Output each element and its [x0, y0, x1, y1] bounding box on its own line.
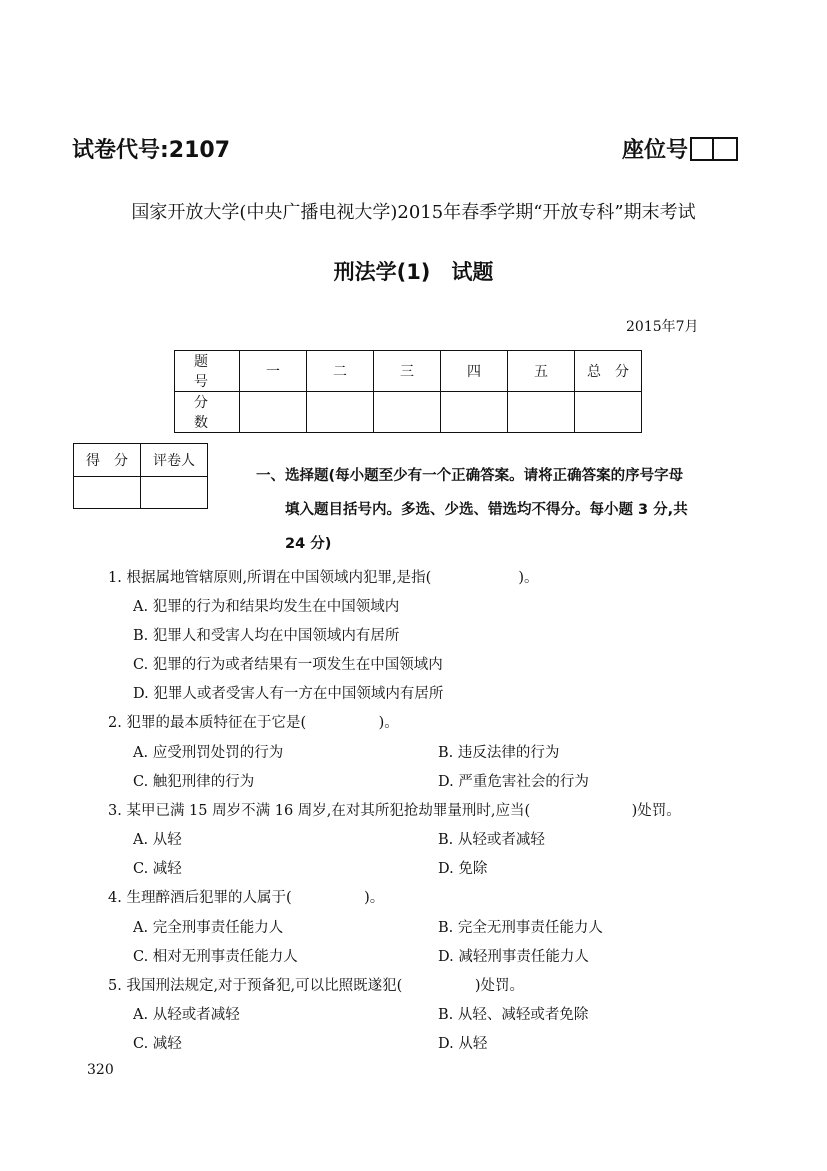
grader-table-cell: 得 分	[74, 444, 141, 477]
question-option: C. 相对无刑事责任能力人	[133, 949, 298, 965]
score-table-cell: 二	[307, 351, 374, 392]
score-table-blank-cell	[374, 392, 441, 433]
score-table-blank-cell	[307, 392, 374, 433]
section-heading-line: 填入题目括号内。多选、少选、错选均不得分。每小题 3 分,共	[285, 502, 688, 518]
exam-date: 2015年7月	[626, 319, 699, 335]
score-table-cell: 总 分	[575, 351, 642, 392]
score-table-score-row	[175, 392, 642, 433]
question-option: C. 减轻	[133, 861, 182, 877]
grader-table-header-row	[74, 444, 208, 477]
score-table-blank-cell	[441, 392, 508, 433]
score-table-blank-cell	[575, 392, 642, 433]
question-option: A. 从轻或者减轻	[133, 1007, 240, 1023]
university-title: 国家开放大学(中央广播电视大学)2015年春季学期“开放专科”期末考试	[131, 202, 696, 223]
seat-label: 座位号	[622, 138, 689, 163]
question-option: B. 违反法律的行为	[438, 745, 560, 761]
question-option: B. 完全无刑事责任能力人	[438, 920, 603, 936]
question-option: C. 犯罪的行为或者结果有一项发生在中国领域内	[133, 657, 443, 673]
seat-number	[622, 133, 738, 164]
section-heading-line: 一、选择题(每小题至少有一个正确答案。请将正确答案的序号字母	[256, 468, 684, 484]
question-option: D. 严重危害社会的行为	[438, 774, 589, 790]
score-table-cell: 四	[441, 351, 508, 392]
question-stem: 3. 某甲已满 15 周岁不满 16 周岁,在对其所犯抢劫罪量刑时,应当( )处罚。	[108, 803, 681, 819]
question-option: A. 从轻	[133, 832, 182, 848]
score-table-cell: 一	[240, 351, 307, 392]
score-table-cell: 五	[508, 351, 575, 392]
question-stem: 2. 犯罪的最本质特征在于它是( )。	[108, 715, 399, 731]
score-table-blank-cell	[508, 392, 575, 433]
exam-title: 刑法学(1) 试题	[333, 260, 494, 284]
grader-table-blank-cell	[74, 477, 141, 509]
question-option: D. 减轻刑事责任能力人	[438, 949, 589, 965]
seat-number-boxes	[690, 137, 738, 161]
question-option: D. 免除	[438, 861, 488, 877]
score-table-cell: 题 号	[175, 351, 240, 392]
question-stem: 1. 根据属地管辖原则,所谓在中国领域内犯罪,是指( )。	[108, 570, 539, 586]
question-option: B. 从轻或者减轻	[438, 832, 545, 848]
grader-table-blank-row	[74, 477, 208, 509]
section-heading-line: 24 分)	[285, 536, 332, 552]
question-option: C. 触犯刑律的行为	[133, 774, 255, 790]
question-option: B. 犯罪人和受害人均在中国领域内有居所	[133, 628, 400, 644]
paper-code: 试卷代号:2107	[72, 138, 231, 163]
score-table-cell: 三	[374, 351, 441, 392]
question-option: B. 从轻、减轻或者免除	[438, 1007, 589, 1023]
question-option: A. 应受刑罚处罚的行为	[133, 745, 284, 761]
question-stem: 4. 生理醉酒后犯罪的人属于( )。	[108, 890, 385, 906]
score-table-header-row	[175, 351, 642, 392]
page-number: 320	[87, 1062, 114, 1078]
question-option: D. 从轻	[438, 1036, 488, 1052]
score-table-cell: 分 数	[175, 392, 240, 433]
question-option: A. 完全刑事责任能力人	[133, 920, 284, 936]
question-option: D. 犯罪人或者受害人有一方在中国领域内有居所	[133, 686, 444, 702]
grader-table-cell: 评卷人	[141, 444, 208, 477]
grader-table-blank-cell	[141, 477, 208, 509]
question-option: C. 减轻	[133, 1036, 182, 1052]
score-table	[174, 350, 642, 433]
grader-table	[73, 443, 208, 509]
question-option: A. 犯罪的行为和结果均发生在中国领域内	[133, 599, 400, 615]
question-stem: 5. 我国刑法规定,对于预备犯,可以比照既遂犯( )处罚。	[108, 978, 524, 994]
score-table-blank-cell	[240, 392, 307, 433]
